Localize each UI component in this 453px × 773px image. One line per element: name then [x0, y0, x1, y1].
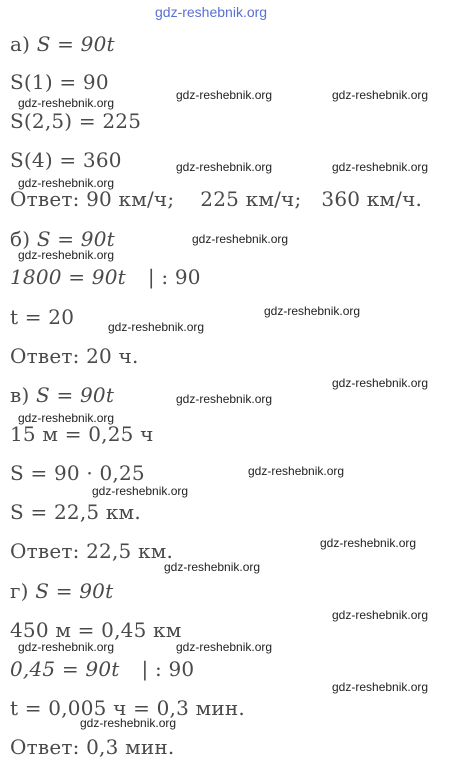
- part-b-answer-label: Ответ:: [10, 344, 80, 368]
- part-g-equation: [10, 657, 194, 681]
- part-a-s1: S(1) = 90: [10, 70, 109, 94]
- watermark: gdz-reshebnik.org: [264, 304, 361, 318]
- part-v-formula: [10, 383, 114, 407]
- part-g-result: t = 0,005 ч = 0,3 мин.: [10, 696, 245, 720]
- watermark: gdz-reshebnik.org: [176, 392, 273, 406]
- part-b-result: t = 20: [10, 305, 75, 329]
- watermark: gdz-reshebnik.org: [176, 160, 273, 174]
- part-a-formula-text: S = 90t: [36, 32, 115, 56]
- part-g-conversion: 450 м = 0,45 км: [10, 618, 182, 642]
- part-a-answer-label: Ответ:: [10, 187, 80, 211]
- part-g-formula: [10, 579, 113, 603]
- header-watermark: gdz-reshebnik.org: [155, 4, 268, 20]
- watermark: gdz-reshebnik.org: [332, 680, 429, 694]
- part-g-answer-label: Ответ:: [10, 735, 80, 759]
- part-g-label: г): [10, 579, 29, 603]
- watermark: gdz-reshebnik.org: [176, 88, 273, 102]
- part-a-s25: S(2,5) = 225: [10, 109, 142, 133]
- part-b-formula-text: S = 90t: [36, 227, 115, 251]
- part-b-answer: [10, 344, 139, 368]
- part-v-formula-text: S = 90t: [36, 383, 115, 407]
- part-a-s4: S(4) = 360: [10, 148, 122, 172]
- part-a-answer-2: 225 км/ч;: [200, 187, 302, 211]
- part-g-formula-text: S = 90t: [35, 579, 114, 603]
- watermark: gdz-reshebnik.org: [164, 560, 261, 574]
- part-g-answer: [10, 735, 174, 759]
- watermark: gdz-reshebnik.org: [332, 160, 429, 174]
- watermark: gdz-reshebnik.org: [248, 464, 345, 478]
- watermark: gdz-reshebnik.org: [18, 411, 115, 425]
- part-a-answer: [10, 187, 422, 211]
- watermark: gdz-reshebnik.org: [18, 176, 115, 190]
- part-a-label: а): [10, 32, 31, 56]
- part-v-answer-text: 22,5 км.: [86, 539, 174, 563]
- watermark: gdz-reshebnik.org: [176, 640, 273, 654]
- watermark: gdz-reshebnik.org: [332, 376, 429, 390]
- part-v-conversion: 15 м = 0,25 ч: [10, 422, 154, 446]
- part-b-equation-text: 1800 = 90t: [10, 265, 126, 289]
- part-a-answer-1: 90 км/ч;: [86, 187, 175, 211]
- part-g-answer-text: 0,3 мин.: [86, 735, 175, 759]
- part-b-label: б): [10, 227, 31, 251]
- watermark: gdz-reshebnik.org: [18, 248, 115, 262]
- part-v-substitution: S = 90 · 0,25: [10, 461, 145, 485]
- part-a-formula: [10, 32, 115, 56]
- part-g-divide: | : 90: [141, 657, 195, 681]
- watermark: gdz-reshebnik.org: [92, 484, 189, 498]
- part-b-answer-text: 20 ч.: [86, 344, 139, 368]
- part-v-result: S = 22,5 км.: [10, 500, 141, 524]
- part-v-label: в): [10, 383, 30, 407]
- watermark: gdz-reshebnik.org: [332, 88, 429, 102]
- part-v-answer-label: Ответ:: [10, 539, 80, 563]
- watermark: gdz-reshebnik.org: [80, 716, 177, 730]
- part-b-equation: [10, 265, 201, 289]
- watermark: gdz-reshebnik.org: [18, 640, 115, 654]
- watermark: gdz-reshebnik.org: [192, 232, 289, 246]
- part-b-divide: | : 90: [147, 265, 201, 289]
- watermark: gdz-reshebnik.org: [18, 96, 115, 110]
- watermark: gdz-reshebnik.org: [332, 608, 429, 622]
- part-v-answer: [10, 539, 173, 563]
- watermark: gdz-reshebnik.org: [108, 320, 205, 334]
- part-a-answer-3: 360 км/ч.: [321, 187, 423, 211]
- part-g-equation-text: 0,45 = 90t: [10, 657, 120, 681]
- watermark: gdz-reshebnik.org: [320, 536, 417, 550]
